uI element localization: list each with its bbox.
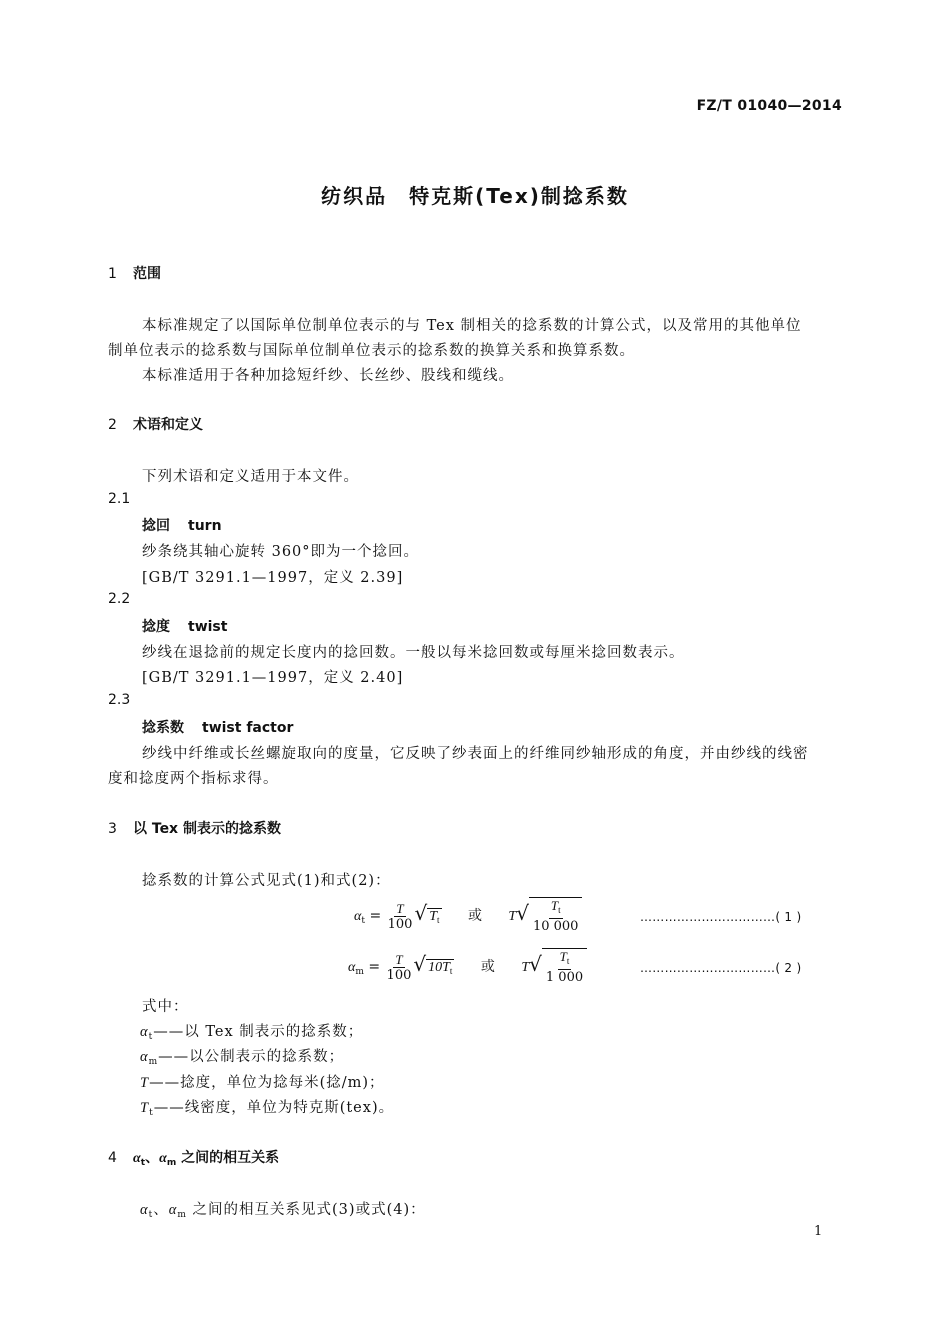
section-number: 1 (108, 266, 117, 282)
term-zh: 捻度 (142, 619, 170, 635)
formula-1-label: ( 1 ) (775, 910, 802, 924)
formula-2: $\alpha_m$ = $\frac{T}{100}$ √ $10T_t$ 或 T√ $\frac{T_t}{1 000}$ (348, 948, 587, 985)
variable-twist: T——捻度，单位为捻每米(捻/m)； (140, 1075, 385, 1091)
term-en: twist (188, 619, 228, 635)
section-number: 2 (108, 417, 117, 433)
term-reference: [GB/T 3291.1—1997，定义 2.40] (142, 670, 404, 686)
section-2-heading (108, 414, 203, 434)
section-title: 范围 (133, 266, 161, 282)
scope-applicability: 本标准适用于各种加捻短纤纱、长丝纱、股线和缆线。 (142, 368, 514, 384)
formula-2-leader: ……………………………( 2 ) (640, 961, 802, 975)
term-zh: 捻系数 (142, 720, 184, 736)
section-4-heading: 4 $\alpha_t$、$\alpha_m$ 之间的相互关系 (108, 1150, 280, 1168)
scope-paragraph-line-2: 制单位表示的捻系数与国际单位制单位表示的捻系数的换算关系和换算系数。 (108, 343, 635, 359)
term-reference: [GB/T 3291.1—1997，定义 2.39] (142, 570, 404, 586)
terms-intro: 下列术语和定义适用于本文件。 (142, 469, 359, 485)
standard-code: FZ/T 01040—2014 (696, 98, 842, 114)
page-number: 1 (814, 1224, 823, 1239)
formula-intro: 捻系数的计算公式见式(1)和式(2)： (142, 873, 391, 889)
term-twist-factor (142, 717, 293, 737)
term-twist (142, 616, 227, 636)
clause-number-2-2: 2.2 (108, 591, 131, 607)
section-number: 4 (108, 1150, 117, 1166)
formula-1: $\alpha_t$ = $\frac{T}{100}$ √ $T_t$ 或 T√ $\frac{T_t}{10 000}$ (354, 897, 582, 934)
where-label: 式中： (142, 999, 189, 1015)
clause-number-2-3: 2.3 (108, 692, 131, 708)
formula-1-leader: ……………………………( 1 ) (640, 910, 802, 924)
variable-alpha-m: $\alpha_m——$以公制表示的捻系数； (140, 1049, 345, 1067)
formula-2-label: ( 2 ) (775, 961, 802, 975)
section-3-heading (108, 818, 281, 838)
clause-number-2-1: 2.1 (108, 491, 131, 507)
section-number: 3 (108, 821, 117, 837)
scope-paragraph-line-1: 本标准规定了以国际单位制单位表示的与 Tex 制相关的捻系数的计算公式，以及常用的其他单位 (142, 318, 802, 334)
term-definition: 纱线在退捻前的规定长度内的捻回数。一般以每米捻回数或每厘米捻回数表示。 (142, 645, 685, 661)
term-en: turn (188, 518, 222, 534)
section-1-heading (108, 263, 161, 283)
document-title: 纺织品 特克斯(Tex)制捻系数 (321, 184, 629, 208)
term-definition: 纱条绕其轴心旋转 360°即为一个捻回。 (142, 544, 420, 560)
term-en: twist factor (202, 720, 294, 736)
relation-intro: $\alpha_t$、$\alpha_m$ 之间的相互关系见式(3)或式(4)： (140, 1202, 426, 1220)
section-title: 术语和定义 (133, 417, 203, 433)
term-turn (142, 515, 222, 535)
term-definition-line-2: 度和捻度两个指标求得。 (108, 771, 279, 787)
variable-alpha-t: $\alpha_t——$以 Tex 制表示的捻系数； (140, 1024, 364, 1042)
term-definition-line-1: 纱线中纤维或长丝螺旋取向的度量，它反映了纱表面上的纤维同纱轴形成的角度，并由纱线的线密 (142, 746, 809, 762)
section-title: 以 Tex 制表示的捻系数 (133, 821, 281, 837)
variable-linear-density: $T_t——$线密度，单位为特克斯(tex)。 (140, 1100, 395, 1118)
term-zh: 捻回 (142, 518, 170, 534)
